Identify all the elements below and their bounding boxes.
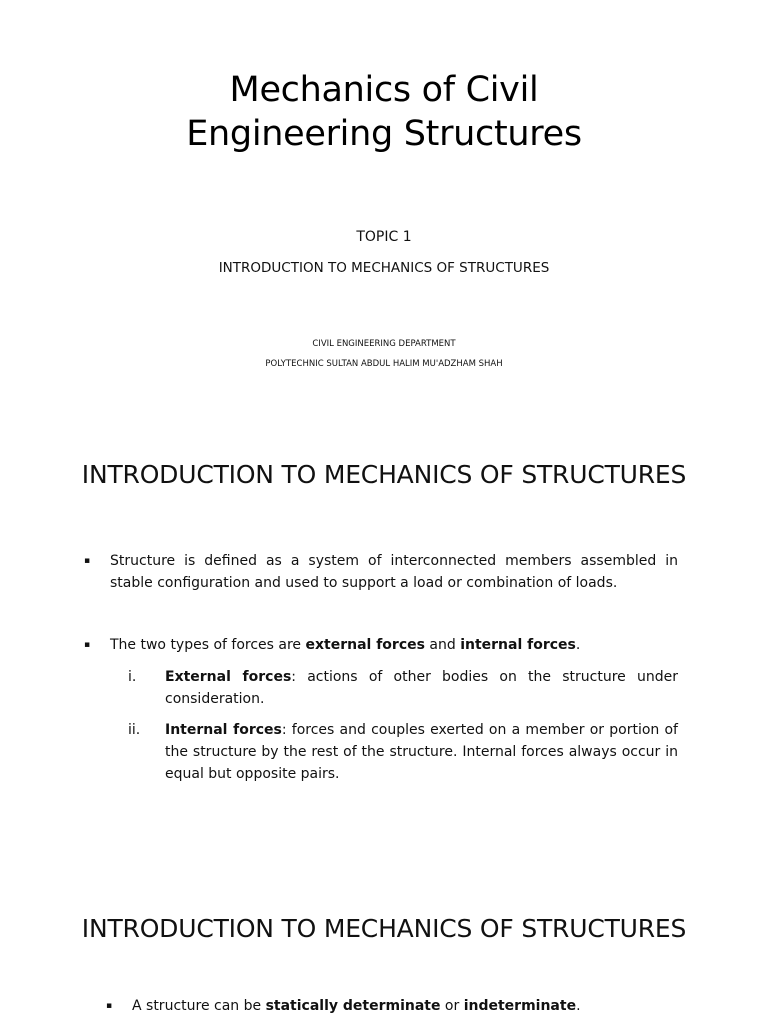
text-run: . <box>576 998 581 1014</box>
sub-item-internal-forces <box>128 719 678 785</box>
bold-term: External forces <box>165 669 292 685</box>
square-bullet-icon: ▪ <box>84 556 91 566</box>
text-run: or <box>440 998 464 1014</box>
bullet-force-types <box>84 634 678 656</box>
bullet-determinacy <box>106 995 686 1017</box>
topic-subtitle: INTRODUCTION TO MECHANICS OF STRUCTURES <box>218 260 550 276</box>
determinacy-slide <box>0 868 768 1024</box>
text-run: A structure can be <box>132 998 266 1014</box>
sub-item-external-forces <box>128 666 678 710</box>
sub-item-text <box>165 719 678 785</box>
bold-term: Internal forces <box>165 722 282 738</box>
bullet-text: Structure is defined as a system of interconnected members assembled in stable configuration and used to support a load or combination of loads. <box>110 553 678 591</box>
department-name: CIVIL ENGINEERING DEPARTMENT <box>312 339 456 349</box>
slide-heading: INTRODUCTION TO MECHANICS OF STRUCTURES <box>81 460 687 489</box>
square-bullet-icon: ▪ <box>84 640 91 650</box>
bold-term-external-forces: external forces <box>305 637 425 653</box>
square-bullet-icon: ▪ <box>106 1001 113 1011</box>
text-run: and <box>424 637 461 653</box>
sub-item-number: i. <box>128 669 137 685</box>
title-line-2: Engineering Structures <box>186 114 582 154</box>
text-run: The two types of forces are <box>110 637 306 653</box>
bold-term-indeterminate: indeterminate <box>463 998 577 1014</box>
text-run: . <box>575 637 581 653</box>
title-slide <box>0 0 768 420</box>
institution-name: POLYTECHNIC SULTAN ABDUL HALIM MU'ADZHAM SHAH <box>265 359 503 369</box>
definition-text: : actions of other bodies on the structure under consideration. <box>165 669 678 707</box>
definition-text: : forces and couples exerted on a member or portion of the structure by the rest of the structure. Internal forces always occur in equal but opposite pairs. <box>165 722 678 782</box>
bold-term-statically-determinate: statically determinate <box>265 998 441 1014</box>
bold-term-internal-forces: internal forces <box>460 637 576 653</box>
title-line-1: Mechanics of Civil <box>229 70 539 110</box>
bullet-text <box>132 995 686 1017</box>
sub-item-number: ii. <box>128 722 141 738</box>
bullet-structure-definition <box>84 550 678 594</box>
document-title <box>0 68 768 156</box>
slide-heading: INTRODUCTION TO MECHANICS OF STRUCTURES <box>81 914 687 943</box>
intro-slide <box>0 434 768 854</box>
sub-item-text <box>165 666 678 710</box>
bullet-text <box>110 634 678 656</box>
topic-label: TOPIC 1 <box>356 229 412 245</box>
